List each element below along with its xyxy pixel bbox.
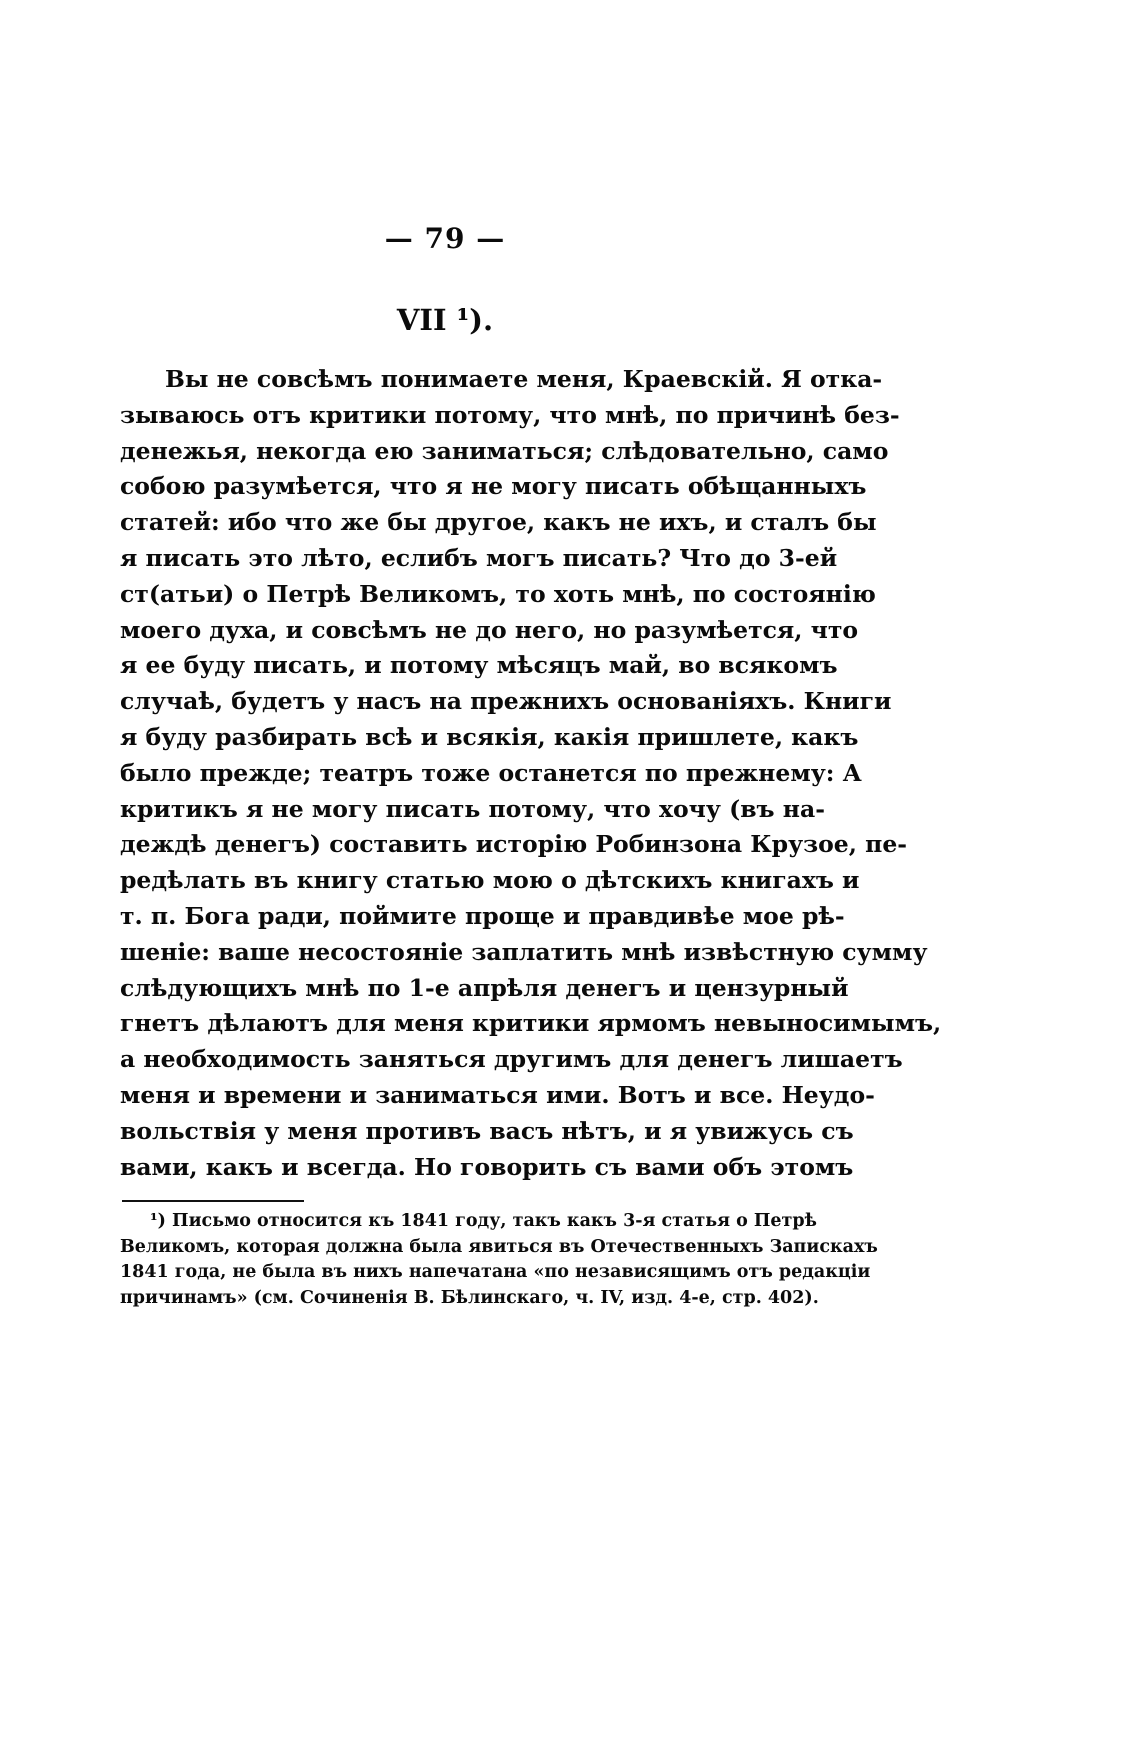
body-line: статей: ибо что же бы другое, какъ не ихъ, и сталъ бы [120,508,877,537]
page-number: — 79 — [384,222,506,255]
body-line: редѣлать въ книгу статью мою о дѣтскихъ книгахъ и [120,866,860,895]
footnote-line: причинамъ» (см. Сочиненія В. Бѣлинскаго, ч. IV, изд. 4-е, стр. 402). [120,1287,819,1308]
footnote-line: 1841 года, не была въ нихъ напечатана «по независящимъ отъ редакціи [120,1262,871,1282]
body-line: а необходимость заняться другимъ для денегъ лишаетъ [120,1045,903,1074]
body-line: я ее буду писать, и потому мѣсяцъ май, во всякомъ [120,651,838,680]
body-line: денежья, некогда ею заниматься; слѣдовательно, само [120,436,889,465]
body-line: слѣдующихъ мнѣ по 1-е апрѣля денегъ и цензурный [120,973,849,1002]
body-line: т. п. Бога ради, поймите проще и правдивѣе мое рѣ- [120,901,845,930]
body-line: я буду разбирать всѣ и всякія, какія пришлете, какъ [120,722,859,751]
footnote-line: Великомъ, которая должна была явиться въ Отечественныхъ Запискахъ [120,1236,878,1257]
body-line: гнетъ дѣлаютъ для меня критики ярмомъ невыносимымъ, [120,1009,942,1038]
body-line: меня и времени и заниматься ими. Вотъ и все. Неудо- [120,1080,875,1109]
body-line: вольствія у меня противъ васъ нѣтъ, и я увижусь съ [120,1116,854,1145]
letter-body [120,362,942,1185]
footnote-line: ¹) Письмо относится къ 1841 году, такъ какъ 3-я статья о Петрѣ [150,1211,817,1231]
body-line: зываюсь отъ критики потому, что мнѣ, по причинѣ без- [120,400,900,429]
body-line: шеніе: ваше несостояніе заплатить мнѣ извѣстную сумму [120,937,928,966]
body-line: Вы не совсѣмъ понимаете меня, Краевскій. Я отка- [165,365,883,393]
body-line: собою разумѣется, что я не могу писать обѣщанныхъ [120,472,867,501]
section-title: VII ¹). [396,303,494,337]
body-line: ст(атьи) о Петрѣ Великомъ, то хоть мнѣ, по состоянію [120,579,876,608]
body-line: было прежде; театръ тоже останется по прежнему: А [120,758,862,787]
footnote-divider [122,1200,304,1202]
body-line: критикъ я не могу писать потому, что хочу (въ на- [120,794,825,823]
footnote [120,1209,878,1311]
body-line: вами, какъ и всегда. Но говорить съ вами объ этомъ [120,1152,854,1181]
body-line: случаѣ, будетъ у насъ на прежнихъ основаніяхъ. Книги [120,687,892,716]
body-line: деждѣ денегъ) составить исторію Робинзона Крузое, пе- [120,830,908,859]
body-line: моего духа, и совсѣмъ не до него, но разумѣется, что [120,615,859,644]
body-line: я писать это лѣто, еслибъ могъ писать? Что до 3-ей [120,543,838,572]
